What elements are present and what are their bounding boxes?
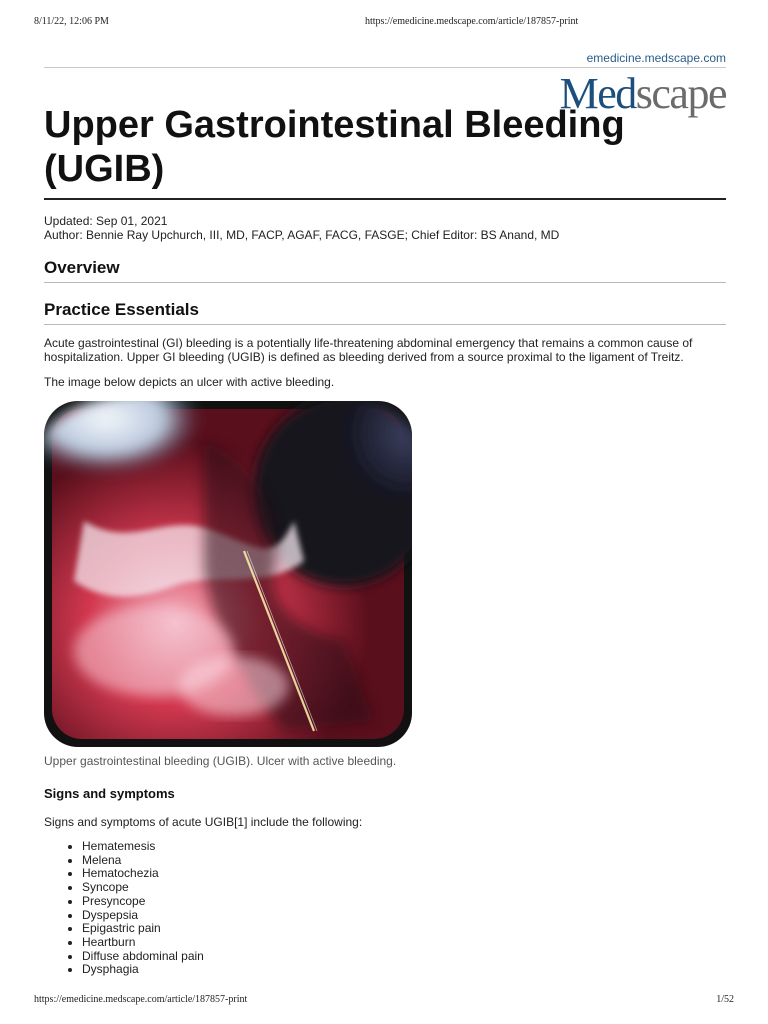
list-item: • Epigastric pain xyxy=(82,922,204,936)
subheading-signs-and-symptoms: Signs and symptoms xyxy=(44,786,175,801)
endoscopy-image-graphic xyxy=(44,401,412,747)
image-intro-paragraph: The image below depicts an ulcer with active bleeding. xyxy=(44,375,335,389)
list-item: • Melena xyxy=(82,854,204,868)
section-heading-practice-essentials: Practice Essentials xyxy=(44,300,199,319)
page-title: Upper Gastrointestinal Bleeding (UGIB) xyxy=(44,104,625,190)
list-item: • Dysphagia xyxy=(82,963,204,977)
overview-divider xyxy=(44,282,726,283)
list-item: • Syncope xyxy=(82,881,204,895)
practice-divider xyxy=(44,324,726,325)
print-header-url: https://emedicine.medscape.com/article/187857-print xyxy=(365,16,579,27)
title-divider xyxy=(44,198,726,200)
updated-date: Updated: Sep 01, 2021 xyxy=(44,214,168,228)
page-number: 1/52 xyxy=(716,994,734,1005)
print-footer-url: https://emedicine.medscape.com/article/187857-print xyxy=(34,994,248,1005)
figure-caption: Upper gastrointestinal bleeding (UGIB). Ulcer with active bleeding. xyxy=(44,754,397,768)
list-item: • Hematemesis xyxy=(82,840,204,854)
signs-intro: Signs and symptoms of acute UGIB[1] include the following: xyxy=(44,815,363,829)
section-heading-overview: Overview xyxy=(44,258,120,277)
list-item: • Hematochezia xyxy=(82,867,204,881)
intro-paragraph: Acute gastrointestinal (GI) bleeding is a potentially life-threatening abdominal emergency that remains a common cause of hospitalization. Upper GI bleeding (UGIB) is defined as bleeding derived from a source proximal to the ligament of Treitz. xyxy=(44,336,693,364)
logo-part-scape: scape xyxy=(635,69,726,118)
endoscopy-image xyxy=(44,401,412,747)
list-item: • Diffuse abdominal pain xyxy=(82,950,204,964)
article-meta xyxy=(44,214,559,242)
logo-part-med: Med xyxy=(559,69,636,118)
header-divider xyxy=(44,67,726,68)
print-datetime: 8/11/22, 12:06 PM xyxy=(34,16,109,27)
list-item: • Heartburn xyxy=(82,936,204,950)
site-link[interactable]: emedicine.medscape.com xyxy=(586,51,726,65)
author-line: Author: Bennie Ray Upchurch, III, MD, FACP, AGAF, FACG, FASGE; Chief Editor: BS Anand, MD xyxy=(44,228,560,242)
symptoms-list xyxy=(44,840,204,977)
list-item: • Presyncope xyxy=(82,895,204,909)
list-item: • Dyspepsia xyxy=(82,909,204,923)
